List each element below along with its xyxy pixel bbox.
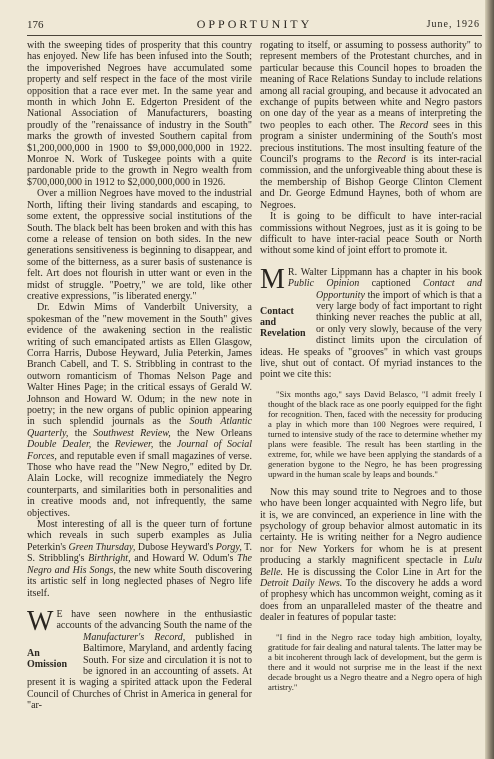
block-quote: "I find in the Negro race today high ambition, loyalty, gratitude for fair dealing and natural talents. The latter may be a bit incoherent through lack of development, but the germ is there and it would not surprise me in the least if the next decade brought us a Negro theatre and a Negro opera of high artistry.": [268, 631, 482, 692]
right-column: [260, 40, 482, 700]
paragraph: Over a million Negroes have moved to the industrial North, lifting their living standards and escaping, to some extent, the oppressive social institutions of the South. The black belt has been broken and with this has come a release of tension on both sides. In the new generations sensitiveness is beginning to disappear, and some of the bitterness, as a surer basis of sustenance is felt. Art does not flourish in utter want or even in the midst of struggle. "Poetry," we are told, like other creative expressions, "is liberated energy.": [27, 188, 252, 302]
magazine-title: OPPORTUNITY: [196, 17, 313, 31]
section-heading: Contact and Revelation: [260, 305, 306, 339]
page-number: 176: [27, 19, 44, 31]
paragraph: rogating to itself, or assuming to possess authority" to represent members of the Protestant churches, and in particular because this Council hopes to broaden the meaning of Race Relations Sunday to include relations among all racial grouping, and because it advocated an exchange of pupits between white and Negro pastors on one day of the year as a means of interpreting the two peoples to each other. The Record sees in this program a sinister undermining of the South's most precious institutions. The most insulting feature of the Council's programs to the Record is its inter-racial commission, and the unforgiveable thing about these is the membership of Bishop George Clinton Clement and Dr. George Edmund Haynes, both of whom are Negroes.: [260, 40, 482, 211]
paragraph: Now this may sound trite to Negroes and to those who have been longer acquainted with Negro life, but it is, we are convinced, an experience in line with the psychology of group behavior almost automatic in its certainty. He is writing neither for a Negro audience nor for New Yorkers for whom he is at present producing a starkly magnificent spectacle in Lulu Belle. He is discussing the Color Line in Art for the Detroit Daily News. To the discovery he adds a word of prophesy which has uncommon weight, coming as it does from an unparalleled master of the theatre and dealer in features of popular taste:: [260, 486, 482, 624]
section-heading: An Omission: [27, 647, 68, 670]
paragraph: E have seen nowhere in the enthusiastic accounts of the advancing South the name of the Manufacturer's Record, published in Baltimore, Maryland, and ardently facing South. For size and circulation it is not to be ignored in an accounting of assets. At present it is waging a spirited attack upon the Federal Council of Churches of Christ in America in general for "ar-: [27, 608, 252, 712]
section-an-omission: [27, 609, 252, 712]
running-header: [27, 15, 482, 36]
paragraph: Most interesting of all is the queer turn of fortune which reveals in such superb examples as Julia Peterkin's Green Thursday, Dubose Heyward's Porgy, T. S. Stribbling's Birthright, and Howard W. Odum's The Negro and His Songs, the new white South discovering its artistic self in long neglected phases of Negro life itself.: [27, 519, 252, 599]
block-quote: "Six months ago," says David Belasco, "I admit freely I thought of the black race as one poorly equipped for the fight for recognition. Then, faced with the necessity for producing a play in which more than 100 Negroes were required, I turned to intensive study of the race to determine whether my plans were feasible. The result has been startling in the extreme, for, while we have been applying the standards of a generation bygone to the Negro, he has been progressing upward in the human scale by leaps and bounds.": [268, 388, 482, 479]
paragraph: with the sweeping tides of prosperity that this country has enjoyed. New life has been infused into the South; the impoverished Negroes have accumulated some property and self respect in the face of the most virile opposition that a race ever met. In the same year and month in which John E. Edgerton President of the National Association of Manufacturers, boasting proudly of the "renaissance of industry in the South" marks the growth of invested Southern capital from $1,200,000,000 in 1900 to $9,000,000,000 in 1922. Monroe N. Work of Tuskegee points with a quite pardonable pride to the growth in Negro wealth from $700,000,000 in 1912 to $2,000,000,000 in 1926.: [27, 40, 252, 188]
paragraph: It is going to be difficult to have inter-racial commissions without Negroes, just as it is going to be difficult to have inter-racial peace South or North without some kind of joint effort to promote it.: [260, 211, 482, 257]
drop-cap: M: [260, 266, 285, 295]
paragraph: Dr. Edwin Mims of Vanderbilt University, a spokesman of the "new movement in the South" gives evidence of the awakening section in the realistic writing of such emancipated artists as Ellen Glasgow, Corra Harris, Dubose Heyward, Julia Peterkin, James Branch Cabell, and T. S. Stribbling in contrast to the outworn romanticism of Thomas Nelson Page and Walter Hines Page; in the critical essays of Gerald W. Johnson and Howard W. Odum; in the new note in poetry; in the new organs of public opinion appearing in such splendid journals as the South Atlantic Quarterly, the Southwest Review, the New Orleans Double Dealer, the Reviewer, the Journal of Social Forces, and reputable even if small magazines of verse. Those who have read the "New Negro," edited by Dr. Alain Locke, will recognize immediately the Negro counterparts, and similarities both in personalities and in creative moods and, not infrequently, the same objectives.: [27, 302, 253, 519]
drop-cap: W: [27, 608, 54, 637]
left-column: [27, 40, 252, 712]
issue-date: June, 1926: [426, 19, 480, 30]
section-contact-and-revelation: [260, 267, 482, 381]
page-binding-edge: [485, 0, 494, 759]
paragraph: R. Walter Lippmann has a chapter in his book Public Opinion captioned Contact and Opportunity the import of which is that a very large body of fact important to right thinking never reaches the public at all, or only very slowly, because of the very distinct limits upon the circulation of ideas. He speaks of "grooves" in which vast groups live, shut out of contact. Of myriad instances to the point we cite this:: [260, 266, 482, 381]
